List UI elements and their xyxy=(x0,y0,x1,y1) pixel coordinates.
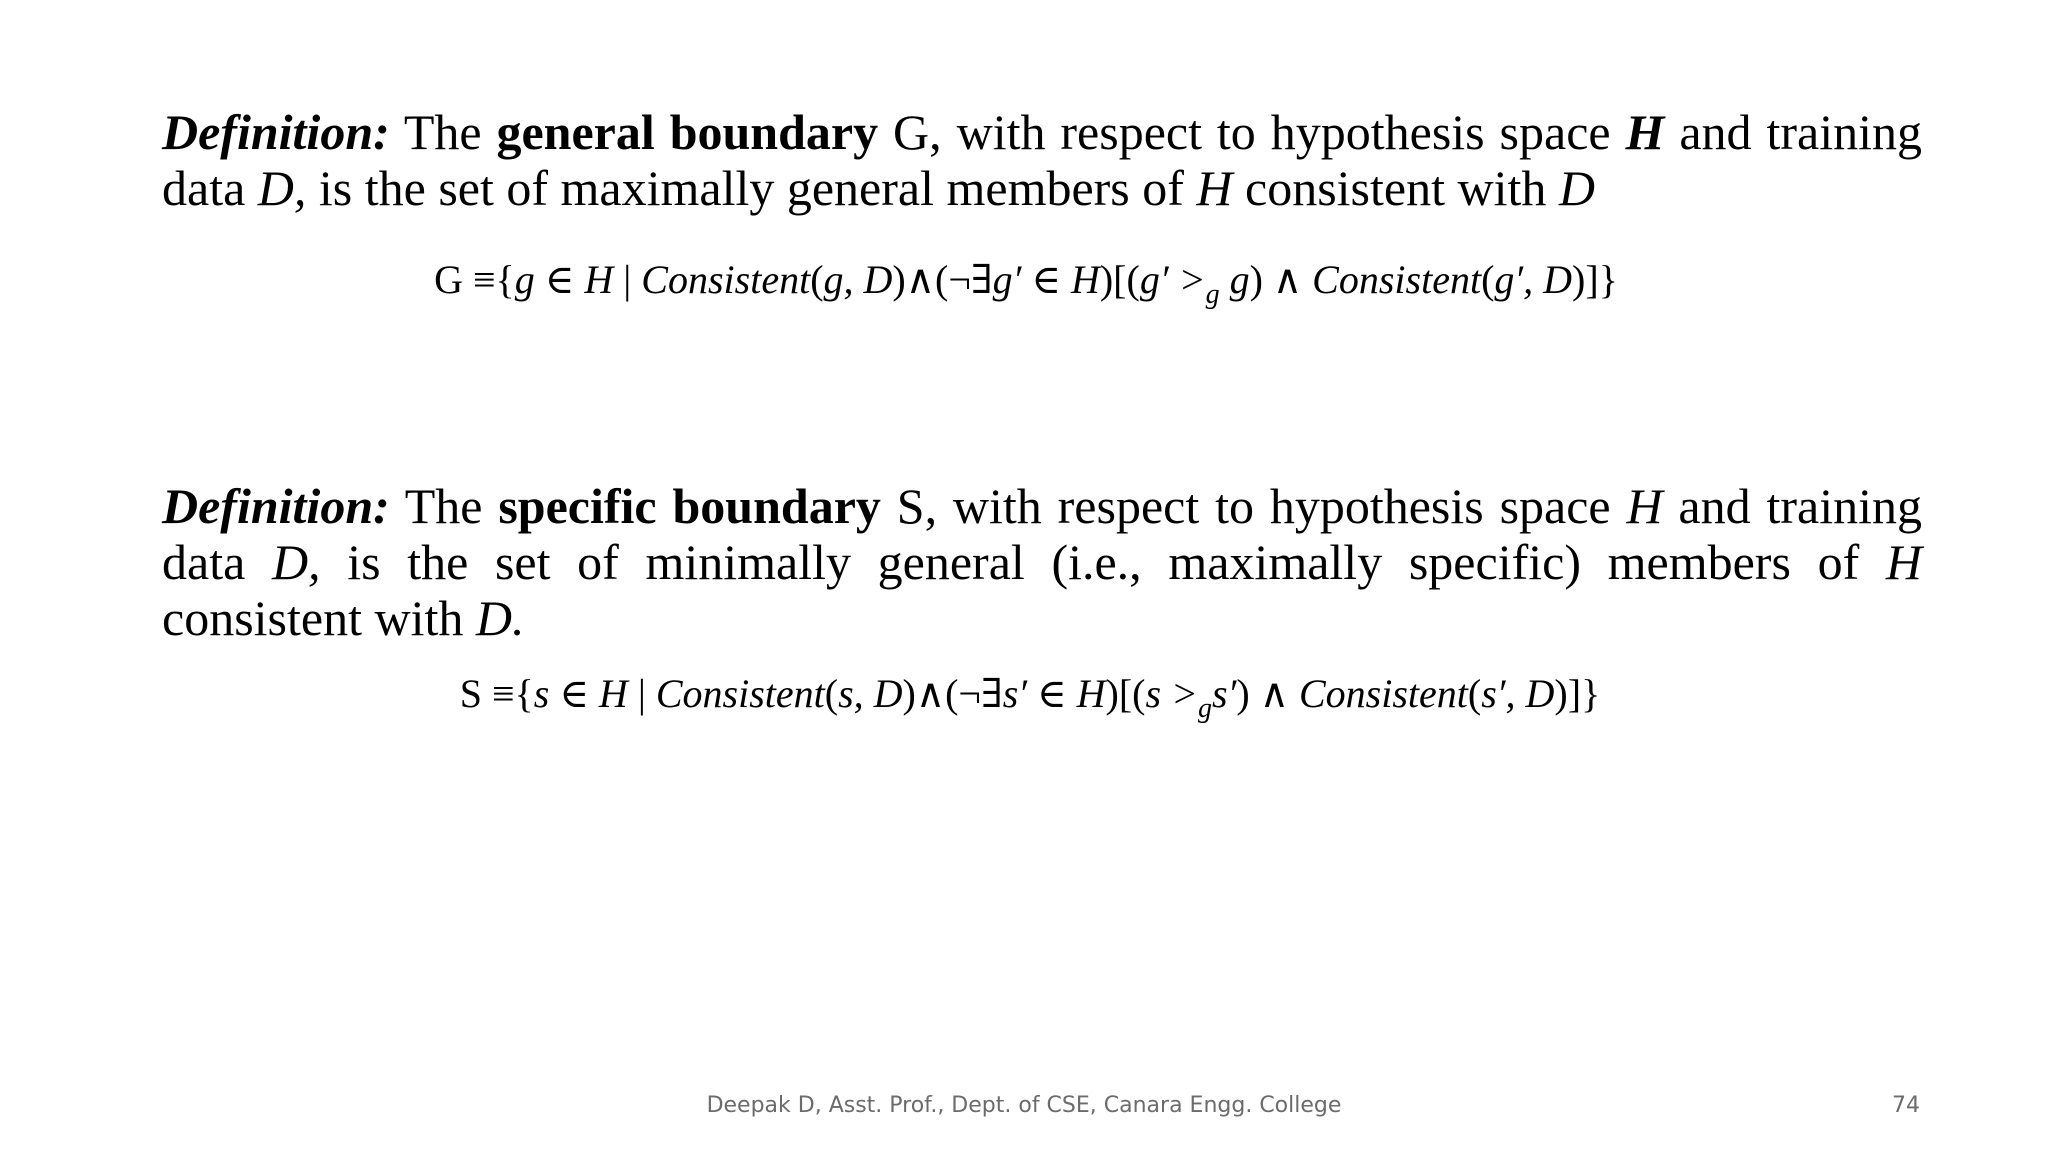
formula-subscript: g xyxy=(1205,279,1220,310)
formula-part: )[( xyxy=(1099,257,1140,302)
definition-text: S, with respect to hypothesis space xyxy=(880,478,1627,534)
hypothesis-space-symbol: H xyxy=(1626,478,1663,534)
specific-boundary-definition xyxy=(162,478,1922,646)
formula-part: Consistent xyxy=(1312,257,1482,302)
formula-part: s′ xyxy=(1212,671,1237,716)
specific-boundary-term: specific boundary xyxy=(498,478,881,534)
hypothesis-space-symbol: H xyxy=(1625,104,1665,160)
definition-text: is the set of maximally general members of xyxy=(306,160,1197,216)
formula-part: S ≡{ xyxy=(459,671,534,716)
general-boundary-formula xyxy=(0,256,2048,310)
formula-part: s′ ∈ H xyxy=(1002,671,1106,716)
formula-subscript: g xyxy=(1198,693,1213,724)
formula-part: g xyxy=(1219,257,1250,302)
definition-label: Definition: xyxy=(162,478,390,534)
formula-part: s, D xyxy=(838,671,903,716)
formula-part: ( xyxy=(1467,671,1482,716)
formula-part: ) ∧ xyxy=(1236,671,1299,716)
formula-part: ) ∧ xyxy=(1249,257,1313,302)
definition-text: The xyxy=(389,478,499,534)
general-boundary-term: general boundary xyxy=(496,104,879,160)
formula-part: g, D xyxy=(823,257,893,302)
training-data-symbol: D, xyxy=(257,160,307,216)
training-data-symbol: D, xyxy=(271,534,321,590)
formula-part: ( xyxy=(810,257,824,302)
formula-part: ( xyxy=(824,671,839,716)
page-number: 74 xyxy=(1892,1093,1920,1118)
training-data-symbol: D xyxy=(1558,160,1595,216)
definition-text: consistent with xyxy=(1232,160,1559,216)
formula-part: s′, D xyxy=(1481,671,1555,716)
definition-text: and training data xyxy=(162,478,1922,590)
formula-part: G ≡{ xyxy=(434,257,515,302)
general-boundary-definition xyxy=(162,104,1922,216)
formula-part: g ∈ H xyxy=(514,257,614,302)
formula-part: g′ ∈ H xyxy=(992,257,1100,302)
definition-text: The xyxy=(389,104,497,160)
formula-part: | xyxy=(613,257,642,302)
formula-part: Consistent xyxy=(655,671,825,716)
formula-part: s > xyxy=(1145,671,1199,716)
slide-footer: Deepak D, Asst. Prof., Dept. of CSE, Canara Engg. College xyxy=(706,1093,1342,1118)
training-data-symbol: D. xyxy=(475,590,525,646)
definition-text: is the set of minimally general (i.e., maximally specific) members of xyxy=(320,534,1886,590)
hypothesis-space-symbol: H xyxy=(1885,534,1922,590)
formula-part: ( xyxy=(1481,257,1495,302)
formula-part: Consistent xyxy=(1298,671,1468,716)
hypothesis-space-symbol: H xyxy=(1196,160,1233,216)
formula-part: Consistent xyxy=(641,257,811,302)
formula-part: )]} xyxy=(1554,671,1601,716)
definition-text: consistent with xyxy=(162,590,476,646)
formula-part: )[( xyxy=(1105,671,1146,716)
formula-part: )∧(¬∃ xyxy=(902,671,1003,716)
definition-text: and training data xyxy=(162,104,1922,216)
formula-part: )∧(¬∃ xyxy=(892,257,993,302)
formula-part: )]} xyxy=(1572,257,1618,302)
formula-part: g′, D xyxy=(1494,257,1573,302)
definition-text: G, with respect to hypothesis space xyxy=(878,104,1626,160)
formula-part: | xyxy=(627,671,656,716)
specific-boundary-formula xyxy=(0,670,2048,724)
definition-label: Definition: xyxy=(162,104,390,160)
formula-part: s ∈ H xyxy=(533,671,628,716)
formula-part: g′ > xyxy=(1139,257,1206,302)
